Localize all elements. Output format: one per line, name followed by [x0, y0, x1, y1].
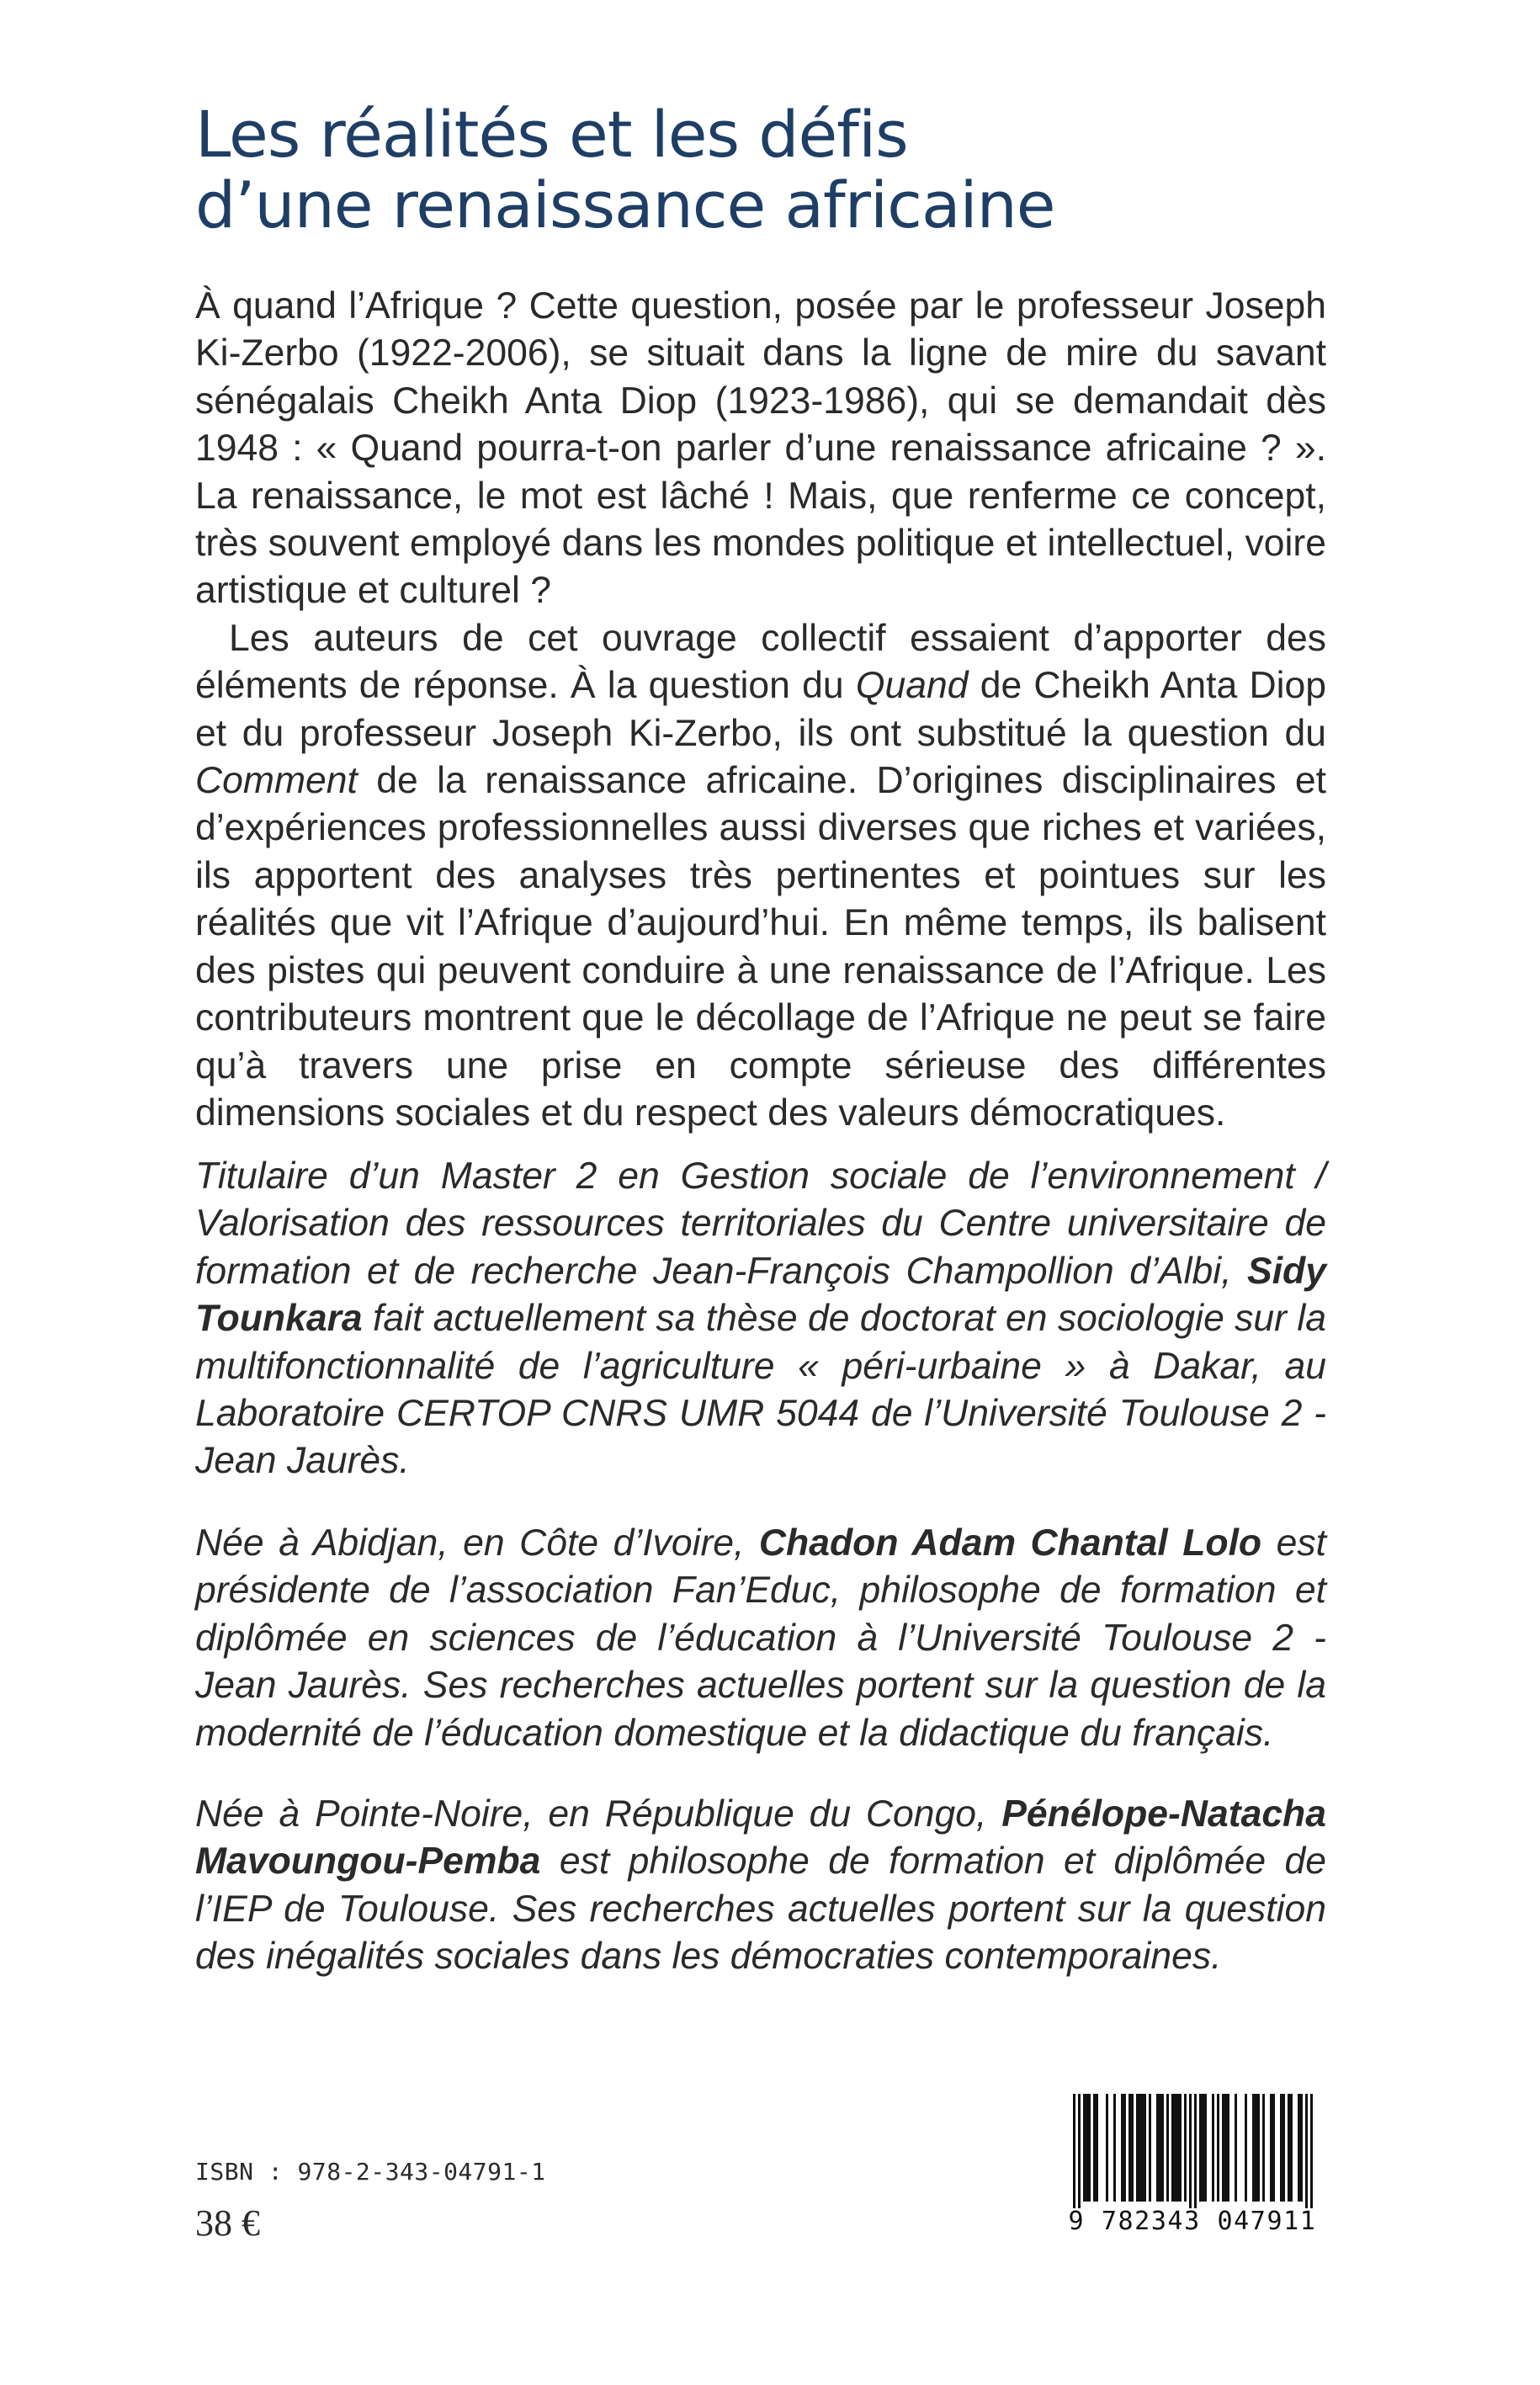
barcode-bar — [1131, 2094, 1134, 2202]
barcode-bar — [1245, 2094, 1247, 2202]
barcode-bar — [1139, 2094, 1141, 2202]
barcode-bar — [1141, 2094, 1144, 2202]
book-title — [195, 99, 1373, 241]
barcode — [1059, 2090, 1325, 2239]
barcode-bar — [1224, 2094, 1227, 2202]
barcode-bar — [1212, 2094, 1214, 2202]
barcode-bar — [1083, 2094, 1086, 2202]
barcode-bar — [1235, 2094, 1237, 2202]
barcode-bar — [1113, 2094, 1116, 2202]
title-line-1: Les réalités et les défis — [195, 97, 908, 172]
barcode-bar — [1136, 2094, 1139, 2202]
barcode-bar — [1288, 2094, 1290, 2202]
barcode-bar — [1093, 2094, 1096, 2202]
barcode-bar — [1073, 2094, 1075, 2208]
title-line-2: d’une renaissance africaine — [195, 167, 1055, 242]
barcode-bar — [1176, 2094, 1179, 2202]
barcode-bar — [1305, 2094, 1308, 2208]
barcode-bar — [1300, 2094, 1303, 2202]
author-name: Chadon Adam Chantal Lolo — [758, 1522, 1262, 1564]
barcode-bar — [1280, 2094, 1282, 2202]
barcode-bar — [1106, 2094, 1108, 2202]
author-bio-text: Née à Abidjan, en Côte d’Ivoire, — [195, 1522, 759, 1564]
author-name: Sidy Tounkara — [195, 1250, 1326, 1340]
barcode-bar — [1298, 2094, 1300, 2202]
author-bio-text: fait actuellement sa thèse de doctorat en sociologie sur la multifonctionnalité de l’agriculture « péri-urbaine » à Dakar, au Laboratoire CERTOP CNRS UMR 5044 de l’Université Toulouse 2 - Jean Jaurès. — [195, 1298, 1326, 1482]
barcode-bar — [1310, 2094, 1313, 2208]
summary-p2-comment: Comment — [195, 760, 358, 802]
barcode-bar — [1078, 2094, 1081, 2208]
summary-p2-part-b: de Cheikh Anta Diop et du professeur Joseph Ki-Zerbo, ils ont substitué la question du — [195, 665, 1326, 754]
barcode-bar — [1270, 2094, 1272, 2202]
barcode-bar — [1096, 2094, 1098, 2202]
barcode-bar — [1194, 2094, 1197, 2208]
barcode-bar — [1166, 2094, 1169, 2202]
barcode-bar — [1174, 2094, 1176, 2202]
barcode-bar — [1217, 2094, 1219, 2202]
barcode-bar — [1149, 2094, 1151, 2202]
barcode-bar — [1189, 2094, 1192, 2208]
barcode-bar — [1222, 2094, 1224, 2202]
author-name: Pénélope-Natacha Mavoungou-Pemba — [195, 1793, 1326, 1883]
barcode-bar — [1156, 2094, 1159, 2202]
barcode-bar — [1086, 2094, 1088, 2202]
barcode-bar — [1204, 2094, 1207, 2202]
barcode-bar — [1159, 2094, 1161, 2202]
price: 38 € — [195, 2202, 260, 2244]
isbn: ISBN : 978-2-343-04791-1 — [195, 2158, 546, 2186]
barcode-bar — [1252, 2094, 1255, 2202]
barcode-bar — [1161, 2094, 1164, 2202]
barcode-bar — [1262, 2094, 1265, 2202]
barcode-bars — [1059, 2090, 1325, 2208]
barcode-bar — [1199, 2094, 1202, 2202]
summary-p2-quand: Quand — [855, 665, 969, 707]
barcode-digits: 9 782343 047911 — [1068, 2207, 1317, 2236]
barcode-bar — [1227, 2094, 1229, 2202]
barcode-bar — [1184, 2094, 1187, 2202]
author-bio-text: Titulaire d’un Master 2 en Gestion sociale de l’environnement / Valorisation des ressources territoriales du Centre universitaire de formation et de recherche Jean-François Champollion d’Albi, — [195, 1155, 1326, 1292]
barcode-bar — [1144, 2094, 1146, 2202]
barcode-bar — [1088, 2094, 1091, 2202]
summary-paragraph-1: À quand l’Afrique ? Cette question, posée par le professeur Joseph Ki-Zerbo (1922-2006), se situait dans la ligne de mire du savant sénégalais Cheikh Anta Diop (1923-1986), qui se demandait dès 1948 : « Quand pourra-t-on parler d’une renaissance africaine ? ». La renaissance, le mot est lâché ! Mais, que renferme ce concept, très souvent employé dans les mondes politique et intellectuel, voire artistique et culturel ? — [195, 285, 1326, 612]
summary-p2-part-c: de la renaissance africaine. D’origines disciplinaires et d’expériences professionnelles aussi diverses que riches et variées, ils apportent des analyses très pertinentes et pointues sur les réalités que vit l’Afrique d’aujourd’hui. En même temps, ils balisent des pistes qui peuvent conduire à une renaissance de l’Afrique. Les contributeurs montrent que le décollage de l’Afrique ne peut se faire qu’à travers une prise en compte sérieuse des différentes dimensions sociales et du respect des valeurs démocratiques. — [195, 760, 1326, 1134]
barcode-bar — [1121, 2094, 1123, 2202]
author-bio-text: Née à Pointe-Noire, en République du Congo, — [195, 1793, 1002, 1835]
author-bio-text: est présidente de l’association Fan’Educ, philosophe de formation et diplômée en sciences de l’éducation à l’Université Toulouse 2 - Jean Jaurès. Ses recherches actuelles portent sur la question de la modernité de l’éducation domestique et la didactique du français. — [195, 1522, 1326, 1754]
barcode-bar — [1123, 2094, 1126, 2202]
summary-paragraph-2 — [195, 615, 1326, 1137]
author-bio-3 — [195, 1791, 1326, 1981]
barcode-bar — [1128, 2094, 1131, 2202]
barcode-bar — [1272, 2094, 1275, 2202]
barcode-bar — [1257, 2094, 1260, 2202]
barcode-bar — [1179, 2094, 1182, 2202]
author-bio-1 — [195, 1153, 1326, 1485]
summary — [195, 283, 1326, 1137]
barcode-bar — [1290, 2094, 1293, 2202]
barcode-bar — [1171, 2094, 1174, 2202]
barcode-bar — [1255, 2094, 1257, 2202]
barcode-bar — [1282, 2094, 1285, 2202]
summary-p2-part-a: Les auteurs de cet ouvrage collectif essaient d’apporter des éléments de réponse. À la question du — [195, 617, 1326, 707]
author-bio-text: est philosophe de formation et diplômée de l’IEP de Toulouse. Ses recherches actuelles portent sur la question des inégalités sociales dans les démocraties contemporaines. — [195, 1841, 1326, 1978]
barcode-bar — [1202, 2094, 1204, 2202]
author-bio-2 — [195, 1520, 1326, 1757]
